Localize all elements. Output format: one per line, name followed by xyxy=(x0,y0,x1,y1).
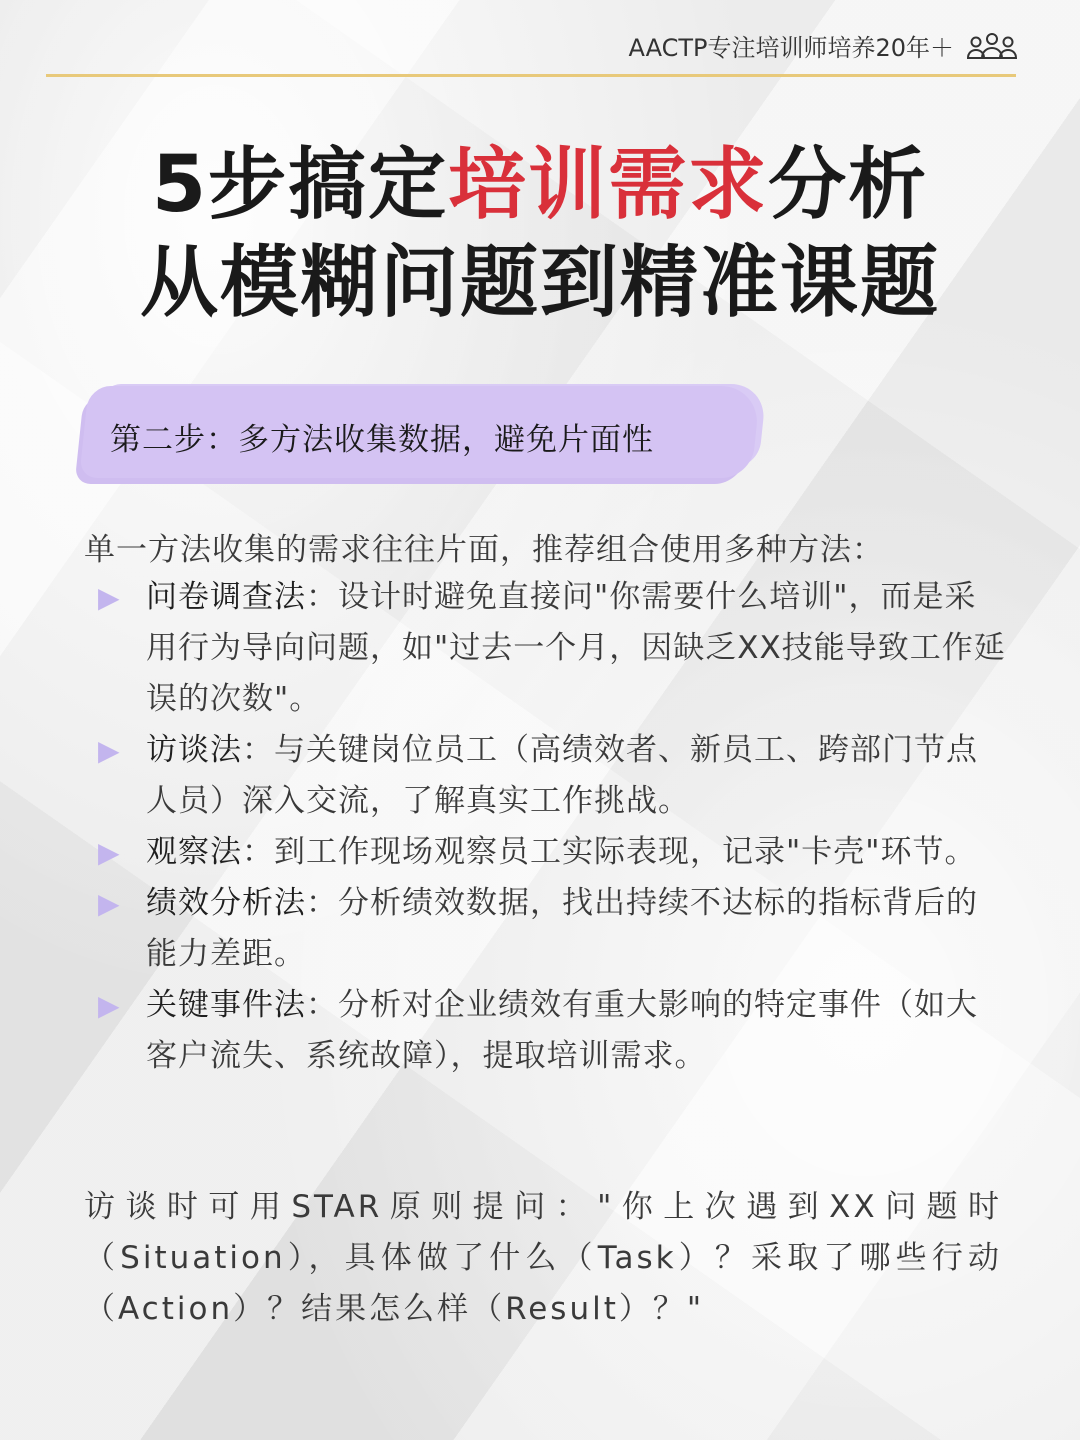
method-term: 访谈法 xyxy=(146,732,242,768)
list-item xyxy=(96,572,1006,725)
method-text: ：设计时避免直接问"你需要什么培训"，而是采用行为导向问题，如"过去一个月，因缺乏XX技能导致工作延误的次数"。 xyxy=(146,579,1006,717)
title-accent: 培训需求 xyxy=(448,140,769,230)
method-text: ：分析绩效数据，找出持续不达标的指标背后的能力差距。 xyxy=(146,885,978,972)
method-text: ：与关键岗位员工（高绩效者、新员工、跨部门节点人员）深入交流，了解真实工作挑战。 xyxy=(146,732,978,819)
method-text: ：分析对企业绩效有重大影响的特定事件（如大客户流失、系统故障），提取培训需求。 xyxy=(146,987,978,1074)
main-title-line1 xyxy=(0,140,1080,230)
method-term: 关键事件法 xyxy=(146,987,306,1023)
method-term: 观察法 xyxy=(146,834,242,870)
main-title-line2: 从模糊问题到精准课题 xyxy=(139,238,940,328)
list-item xyxy=(96,725,1006,827)
brand-header xyxy=(628,28,1018,63)
method-term: 绩效分析法 xyxy=(146,885,306,921)
title-pre: 5步搞定 xyxy=(151,140,449,230)
star-principle-note: 访谈时可用STAR原则提问："你上次遇到XX问题时（Situation），具体做了什么（Task）？采取了哪些行动（Action）？结果怎么样（Result）？" xyxy=(84,1189,1002,1327)
triangle-bullet-icon: ▶ xyxy=(98,734,121,767)
list-item xyxy=(96,980,1006,1082)
header-divider xyxy=(46,74,1016,77)
brand-text: AACTP专注培训师培养20年＋ xyxy=(628,34,954,62)
triangle-bullet-icon: ▶ xyxy=(98,989,121,1022)
triangle-bullet-icon: ▶ xyxy=(98,836,121,869)
step-title: 第二步：多方法收集数据，避免片面性 xyxy=(110,422,654,458)
method-term: 问卷调查法 xyxy=(146,579,306,615)
method-text: ：到工作现场观察员工实际表现，记录"卡壳"环节。 xyxy=(242,834,977,870)
triangle-bullet-icon: ▶ xyxy=(98,581,121,614)
title-post: 分析 xyxy=(768,140,929,230)
triangle-bullet-icon: ▶ xyxy=(98,887,121,920)
methods-list xyxy=(96,572,1006,1082)
people-group-icon xyxy=(966,31,1018,61)
list-item xyxy=(96,878,1006,980)
intro-text: 单一方法收集的需求往往片面，推荐组合使用多种方法： xyxy=(84,532,884,568)
list-item xyxy=(96,827,1006,878)
